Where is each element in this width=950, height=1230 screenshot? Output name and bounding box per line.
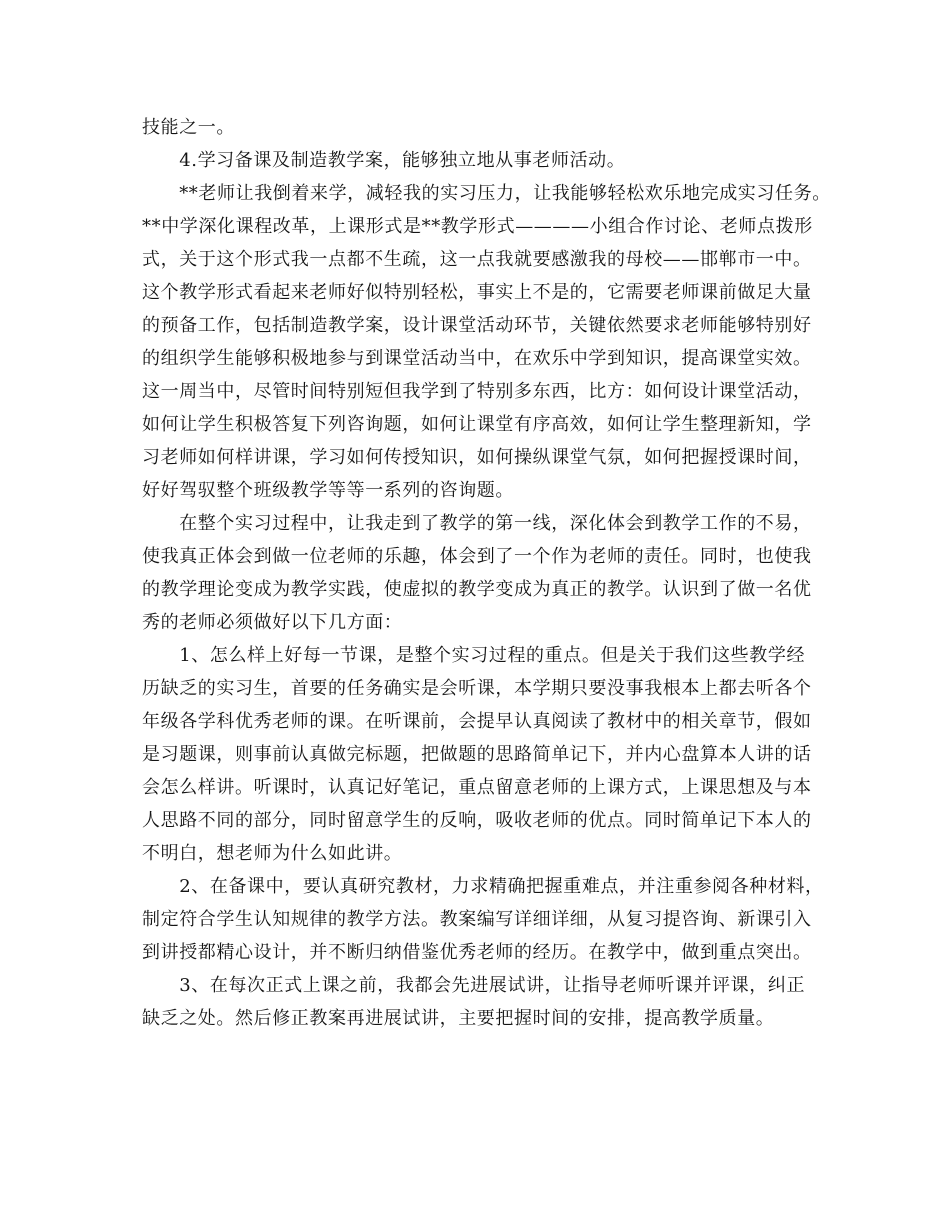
- text-line: 1、怎么样上好每一节课，是整个实习过程的重点。但是关于我们这些教学经: [142, 645, 806, 666]
- text-line: 3、在每次正式上课之前，我都会先进展试讲，让指导老师听课并评课，纠正: [142, 975, 806, 996]
- text-line: 秀的老师必须做好以下几方面：: [142, 612, 403, 633]
- text-line: 制定符合学生认知规律的教学方法。教案编写详细详细，从复习提咨询、新课引入: [142, 909, 812, 930]
- text-line: 历缺乏的实习生，首要的任务确实是会听课，本学期只要没事我根本上都去听各个: [142, 678, 812, 699]
- text-line: 技能之一。: [142, 117, 235, 138]
- text-line: 在整个实习过程中，让我走到了教学的第一线，深化体会到教学工作的不易，: [142, 513, 812, 534]
- text-line: 的组织学生能够积极地参与到课堂活动当中，在欢乐中学到知识，提高课堂实效。: [142, 348, 812, 369]
- text-line: 这一周当中，尽管时间特别短但我学到了特别多东西，比方：如何设计课堂活动，: [142, 381, 812, 402]
- text-line: 习老师如何样讲课，学习如何传授知识，如何操纵课堂气氛，如何把握授课时间，: [142, 447, 812, 468]
- text-line: 使我真正体会到做一位老师的乐趣，体会到了一个作为老师的责任。同时，也使我: [142, 546, 812, 567]
- text-line: 的预备工作，包括制造教学案，设计课堂活动环节，关键依然要求老师能够特别好: [142, 315, 812, 336]
- text-line: 2、在备课中，要认真研究教材，力求精确把握重难点，并注重参阅各种材料，: [142, 876, 824, 897]
- text-line: 式，关于这个形式我一点都不生疏，这一点我就要感激我的母校——邯郸市一中。: [142, 249, 812, 270]
- text-line: 到讲授都精心设计，并不断归纳借鉴优秀老师的经历。在教学中，做到重点突出。: [142, 942, 812, 963]
- text-line: 会怎么样讲。听课时，认真记好笔记，重点留意老师的上课方式，上课思想及与本: [142, 777, 812, 798]
- text-line: **中学深化课程改革，上课形式是**教学形式————小组合作讨论、老师点拨形: [142, 216, 813, 237]
- text-line: 这个教学形式看起来老师好似特别轻松，事实上不是的，它需要老师课前做足大量: [142, 282, 812, 303]
- text-line: 如何让学生积极答复下列咨询题，如何让课堂有序高效，如何让学生整理新知，学: [142, 414, 812, 435]
- text-line: 好好驾驭整个班级教学等等一系列的咨询题。: [142, 480, 514, 501]
- text-line: 缺乏之处。然后修正教案再进展试讲，主要把握时间的安排，提高教学质量。: [142, 1008, 775, 1029]
- text-line: 不明白，想老师为什么如此讲。: [142, 843, 403, 864]
- text-line: 年级各学科优秀老师的课。在听课前，会提早认真阅读了教材中的相关章节，假如: [142, 711, 812, 732]
- text-line: **老师让我倒着来学，减轻我的实习压力，让我能够轻松欢乐地完成实习任务。: [142, 183, 831, 204]
- text-line: 4.学习备课及制造教学案，能够独立地从事老师活动。: [142, 150, 626, 171]
- text-line: 人思路不同的部分，同时留意学生的反响，吸收老师的优点。同时简单记下本人的: [142, 810, 812, 831]
- text-line: 的教学理论变成为教学实践，使虚拟的教学变成为真正的教学。认识到了做一名优: [142, 579, 812, 600]
- text-line: 是习题课，则事前认真做完标题，把做题的思路简单记下，并内心盘算本人讲的话: [142, 744, 812, 765]
